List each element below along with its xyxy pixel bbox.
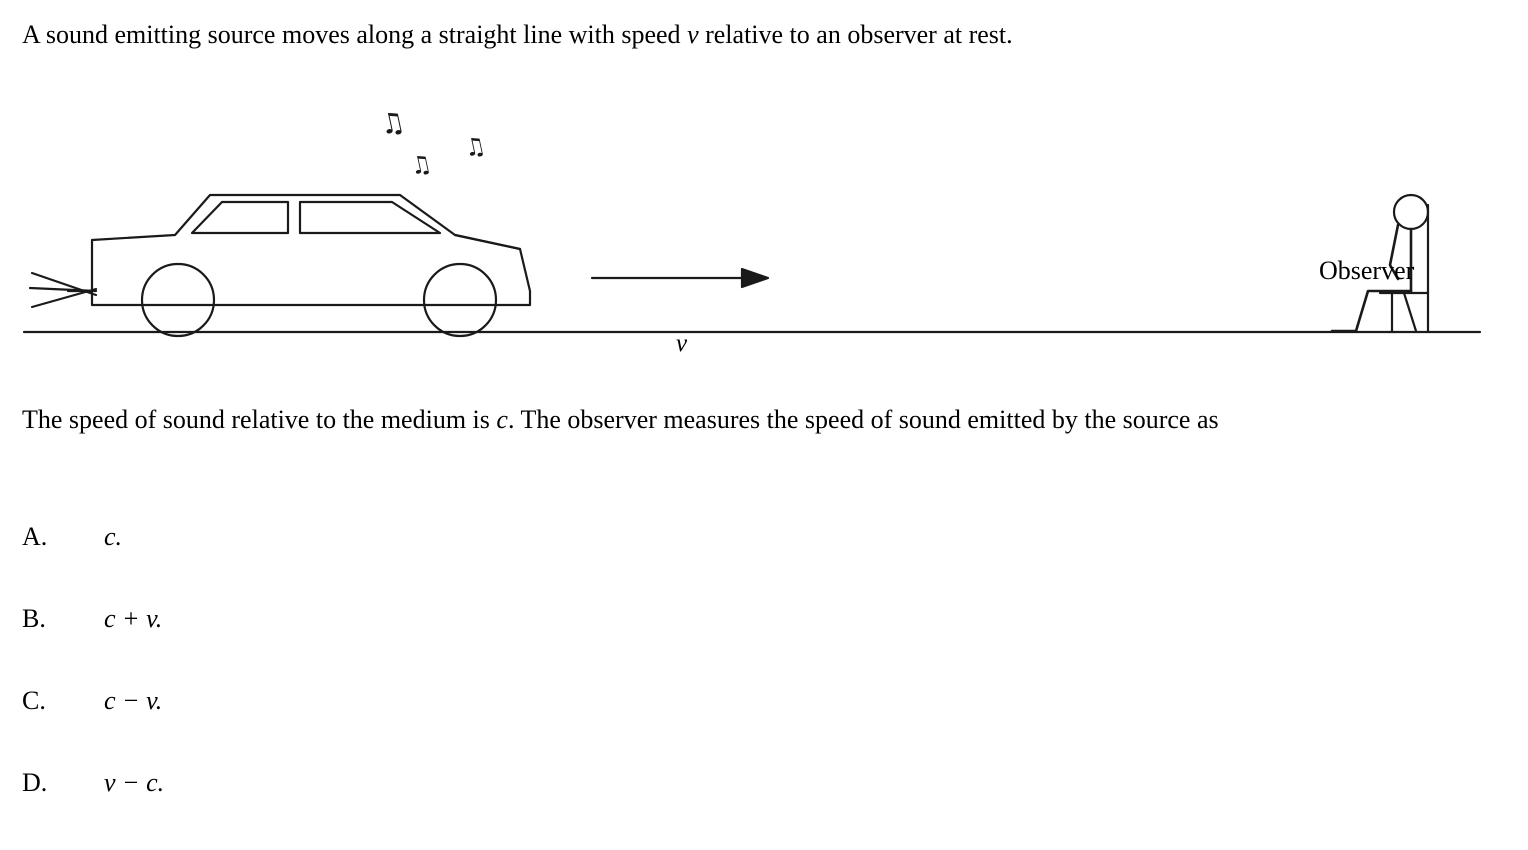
stem-text-part1: A sound emitting source moves along a straight line with speed	[22, 20, 681, 49]
answer-options	[22, 522, 722, 850]
car-wheel-rear	[142, 264, 214, 336]
car-hood-line	[455, 235, 520, 249]
observer-head	[1394, 195, 1428, 229]
stem-speed-symbol: v	[687, 20, 699, 49]
velocity-arrow-head	[742, 269, 768, 287]
option-a-letter: A.	[22, 522, 48, 551]
body-text-part1: The speed of sound relative to the medium is	[22, 405, 490, 434]
car-body	[92, 195, 530, 305]
velocity-label: v	[676, 330, 688, 357]
stem-text-part2: relative to an observer at rest.	[705, 20, 1013, 49]
observer-label: Observer	[1319, 256, 1415, 285]
option-b[interactable]	[22, 604, 722, 686]
option-a[interactable]	[22, 522, 722, 604]
figure-svg	[0, 95, 1528, 360]
option-c-text: c − v.	[104, 686, 163, 715]
option-c-letter: C.	[22, 686, 46, 715]
option-d-letter: D.	[22, 768, 48, 797]
option-d-text: v − c.	[104, 768, 165, 797]
option-b-text: c + v.	[104, 604, 163, 633]
physics-figure	[0, 95, 1528, 360]
option-a-text: c.	[104, 522, 123, 551]
option-b-letter: B.	[22, 604, 46, 633]
body-text-part2: . The observer measures the speed of sound emitted by the source as	[507, 405, 1219, 434]
motion-line-2	[30, 288, 96, 291]
car-window-front	[300, 202, 440, 233]
question-body	[22, 402, 1502, 437]
music-note-icon-1: ♫	[376, 104, 409, 142]
sound-notes-group	[377, 104, 489, 181]
body-speed-of-sound-symbol: c	[496, 405, 508, 434]
observer-leg	[1356, 291, 1411, 331]
music-note-icon-2: ♫	[407, 149, 435, 181]
car-wheel-front	[424, 264, 496, 336]
music-note-icon-3: ♫	[461, 131, 489, 163]
chair-leg-mid	[1404, 293, 1416, 331]
question-stem	[22, 18, 1502, 52]
option-c[interactable]	[22, 686, 722, 768]
option-d[interactable]	[22, 768, 722, 850]
motion-line-3	[32, 289, 96, 307]
car-window-rear	[192, 202, 288, 233]
